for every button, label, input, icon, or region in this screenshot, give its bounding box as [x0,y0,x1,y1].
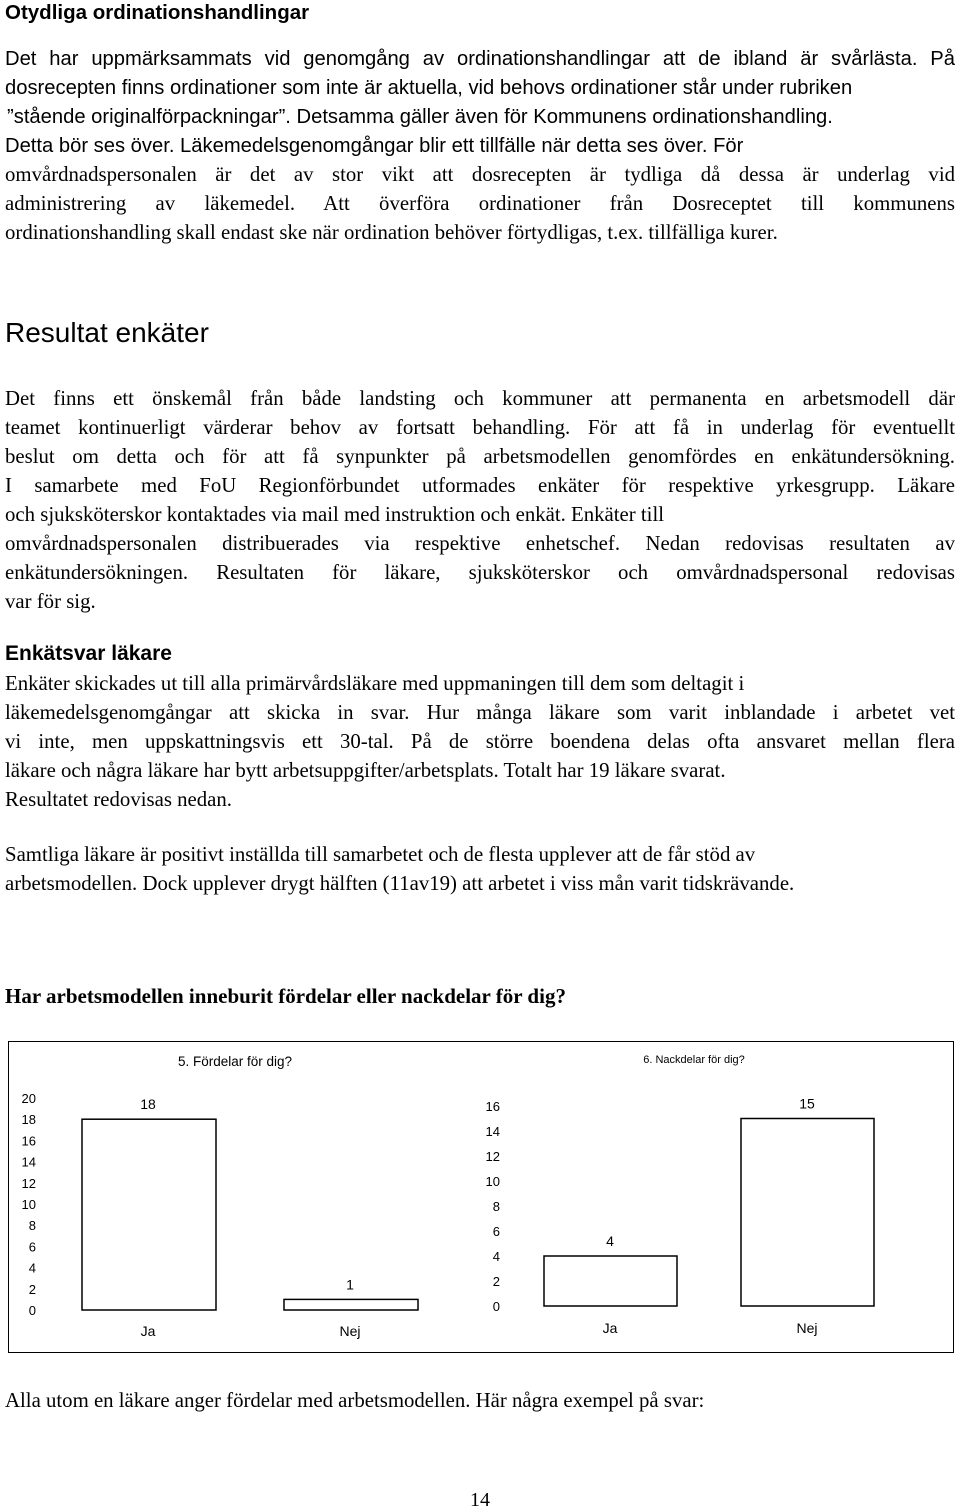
text-line: omvårdnadspersonalen distribuerades via respektive enhetschef. Nedan redovisas resultaten av [5,532,955,555]
y-tick-label: 10 [485,1174,500,1189]
y-tick-label: 20 [21,1091,36,1106]
text-line: läkare och några läkare har bytt arbetsuppgifter/arbetsplats. Totalt har 19 läkare svarat. [5,759,726,782]
category-label: Nej [796,1320,818,1336]
question-heading: Har arbetsmodellen inneburit fördelar eller nackdelar för dig? [5,984,566,1008]
data-label: 15 [799,1095,815,1112]
text-line: Enkäter skickades ut till alla primärvårdsläkare med uppmaningen till dem som deltagit i [5,672,745,695]
section-heading-results: Resultat enkäter [5,317,209,348]
bar [82,1119,216,1310]
y-tick-label: 12 [21,1175,36,1191]
y-tick-label: 16 [485,1099,500,1114]
text-line: Resultatet redovisas nedan. [5,788,232,811]
y-tick-label: 6 [492,1224,500,1239]
text-line: Detta bör ses över. Läkemedelsgenomgångar blir ett tillfälle när detta ses över. För [5,135,744,157]
y-tick-label: 10 [21,1197,36,1212]
bar [741,1119,874,1307]
page-number: 14 [470,1489,490,1511]
y-tick-label: 6 [28,1239,36,1255]
data-label: 1 [346,1276,354,1293]
y-tick-label: 2 [28,1281,36,1297]
y-tick-label: 14 [21,1154,36,1170]
text-line: beslut om detta och för att få synpunkter på arbetsmodellen genomfördes en enkätundersökning. [5,445,955,468]
text-line: dosrecepten finns ordinationer som inte är aktuella, vid behovs ordinationer står under rubriken [5,77,853,99]
y-tick-label: 16 [21,1133,36,1149]
data-label: 18 [140,1096,156,1113]
chart-title: 6. Nackdelar för dig? [643,1054,745,1066]
text-line: vi inte, men uppskattningsvis ett 30-tal. På de större boendena delas ofta ansvaret mellan flera [5,730,955,753]
y-tick-label: 8 [492,1199,500,1214]
text-line: enkätundersökningen. Resultaten för läkare, sjuksköterskor och omvårdnadspersonal redovisas [5,561,955,584]
text-line: arbetsmodellen. Dock upplever drygt hälften (11av19) att arbetet i viss mån varit tidskrävande. [5,872,795,895]
data-label: 4 [606,1233,614,1249]
text-line: Samtliga läkare är positivt inställda till samarbetet och de flesta upplever att de får stöd av [5,843,756,866]
text-line: var för sig. [5,590,96,613]
text-line: Det har uppmärksammats vid genomgång av ordinationshandlingar att de ibland är svårlästa. På [5,48,955,70]
category-label: Ja [602,1320,618,1336]
y-tick-label: 2 [492,1274,500,1289]
y-tick-label: 4 [492,1249,500,1264]
bar [544,1256,677,1306]
category-label: Ja [140,1323,156,1339]
y-tick-label: 12 [485,1149,500,1164]
text-line: ”stående originalförpackningar”. Detsamma gäller även för Kommunens ordinationshandling. [7,106,833,128]
y-tick-label: 0 [492,1299,500,1314]
bar [284,1299,418,1310]
text-line: Det finns ett önskemål från både landsting och kommuner att permanenta en arbetsmodell där [5,387,955,410]
text-line: I samarbete med FoU Regionförbundet utformades enkäter för respektive yrkesgrupp. Läkare [5,474,955,497]
category-label: Nej [339,1323,361,1339]
text-line: omvårdnadspersonalen är det av stor vikt att dosrecepten är tydliga då dessa är underlag vid [5,163,955,186]
after-chart-text: Alla utom en läkare anger fördelar med arbetsmodellen. Här några exempel på svar: [5,1389,705,1412]
text-line: läkemedelsgenomgångar att skicka in svar. Hur många läkare som varit inblandade i arbetet vet [5,701,955,724]
text-line: och sjuksköterskor kontaktades via mail med instruktion och enkät. Enkäter till [5,503,665,526]
chart-title: 5. Fördelar för dig? [177,1054,293,1069]
y-tick-label: 4 [28,1260,36,1276]
text-line: administrering av läkemedel. Att överföra ordinationer från Dosreceptet till kommunens [5,192,955,215]
text-line: teamet kontinuerligt värderar behov av fortsatt behandling. För att få in underlag för eventuellt [5,416,955,439]
text-line: ordinationshandling skall endast ske när ordination behöver förtydligas, t.ex. tillfälliga kurer. [5,221,778,244]
section-heading-unclear: Otydliga ordinationshandlingar [5,1,310,24]
y-tick-label: 0 [28,1303,36,1318]
y-tick-label: 8 [28,1218,36,1234]
section-heading-doctors: Enkätsvar läkare [5,642,172,665]
y-tick-label: 18 [21,1112,36,1128]
y-tick-label: 14 [485,1124,500,1139]
